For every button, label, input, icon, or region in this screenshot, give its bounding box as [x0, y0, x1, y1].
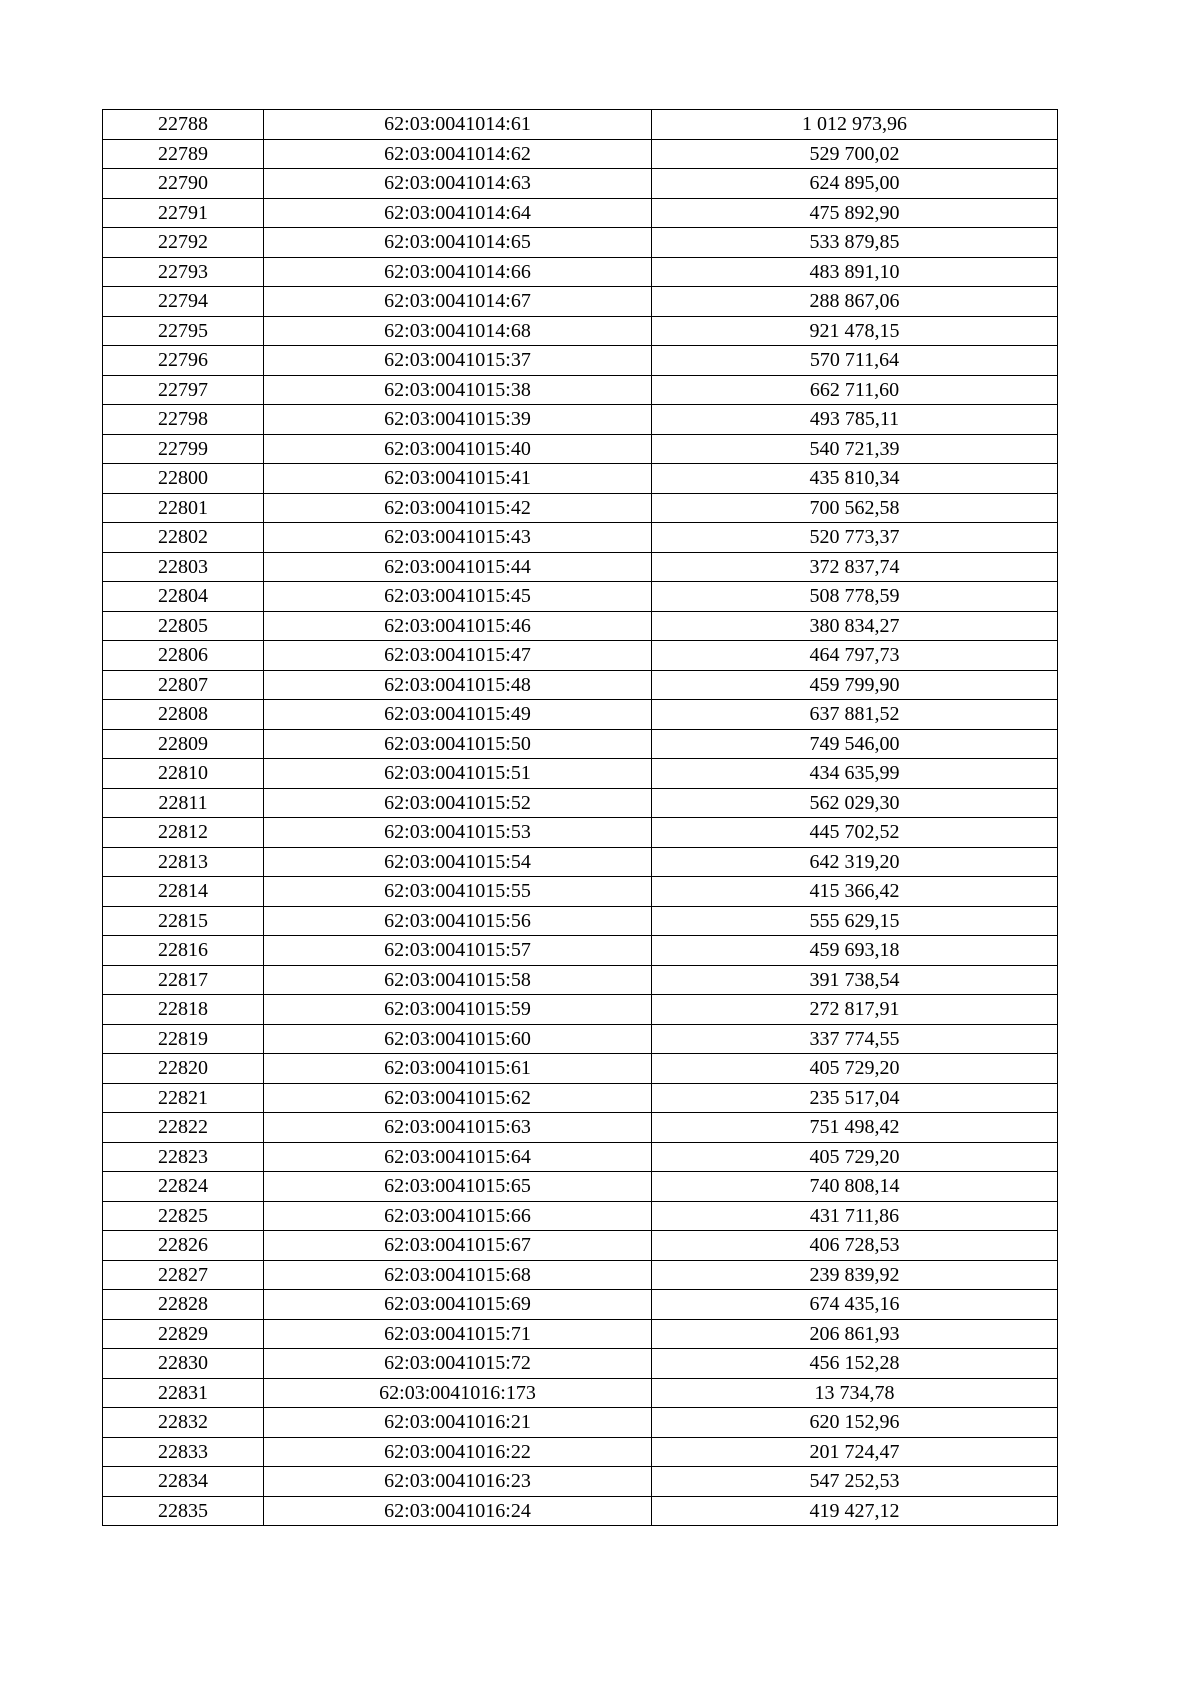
- row-number-cell: 22817: [103, 965, 264, 995]
- table-row: [103, 139, 1058, 169]
- table-row: [103, 1467, 1058, 1497]
- cadastral-number-cell: 62:03:0041014:66: [264, 257, 652, 287]
- table-body: [103, 110, 1058, 1526]
- value-cell: 415 366,42: [652, 877, 1058, 907]
- cadastral-number-cell: 62:03:0041015:38: [264, 375, 652, 405]
- value-cell: 483 891,10: [652, 257, 1058, 287]
- cadastral-number-cell: 62:03:0041015:66: [264, 1201, 652, 1231]
- value-cell: 662 711,60: [652, 375, 1058, 405]
- value-cell: 540 721,39: [652, 434, 1058, 464]
- table-row: [103, 877, 1058, 907]
- value-cell: 624 895,00: [652, 169, 1058, 199]
- value-cell: 13 734,78: [652, 1378, 1058, 1408]
- row-number-cell: 22831: [103, 1378, 264, 1408]
- value-cell: 508 778,59: [652, 582, 1058, 612]
- cadastral-number-cell: 62:03:0041015:37: [264, 346, 652, 376]
- value-cell: 459 693,18: [652, 936, 1058, 966]
- value-cell: 391 738,54: [652, 965, 1058, 995]
- row-number-cell: 22805: [103, 611, 264, 641]
- row-number-cell: 22808: [103, 700, 264, 730]
- value-cell: 1 012 973,96: [652, 110, 1058, 140]
- cadastral-number-cell: 62:03:0041014:65: [264, 228, 652, 258]
- cadastral-number-cell: 62:03:0041015:63: [264, 1113, 652, 1143]
- row-number-cell: 22813: [103, 847, 264, 877]
- value-cell: 637 881,52: [652, 700, 1058, 730]
- value-cell: 419 427,12: [652, 1496, 1058, 1526]
- cadastral-number-cell: 62:03:0041015:67: [264, 1231, 652, 1261]
- cadastral-number-cell: 62:03:0041016:23: [264, 1467, 652, 1497]
- value-cell: 406 728,53: [652, 1231, 1058, 1261]
- table-row: [103, 1378, 1058, 1408]
- row-number-cell: 22827: [103, 1260, 264, 1290]
- row-number-cell: 22807: [103, 670, 264, 700]
- cadastral-number-cell: 62:03:0041014:61: [264, 110, 652, 140]
- table-row: [103, 611, 1058, 641]
- value-cell: 570 711,64: [652, 346, 1058, 376]
- table-row: [103, 1024, 1058, 1054]
- table-row: [103, 405, 1058, 435]
- row-number-cell: 22802: [103, 523, 264, 553]
- table-row: [103, 1437, 1058, 1467]
- row-number-cell: 22800: [103, 464, 264, 494]
- table-row: [103, 1054, 1058, 1084]
- cadastral-number-cell: 62:03:0041015:59: [264, 995, 652, 1025]
- table-row: [103, 965, 1058, 995]
- row-number-cell: 22823: [103, 1142, 264, 1172]
- table-row: [103, 198, 1058, 228]
- row-number-cell: 22804: [103, 582, 264, 612]
- table-row: [103, 1231, 1058, 1261]
- row-number-cell: 22821: [103, 1083, 264, 1113]
- table-row: [103, 552, 1058, 582]
- cadastral-number-cell: 62:03:0041016:21: [264, 1408, 652, 1438]
- table-row: [103, 1142, 1058, 1172]
- cadastral-number-cell: 62:03:0041015:55: [264, 877, 652, 907]
- value-cell: 405 729,20: [652, 1054, 1058, 1084]
- table-row: [103, 818, 1058, 848]
- cadastral-number-cell: 62:03:0041015:49: [264, 700, 652, 730]
- row-number-cell: 22829: [103, 1319, 264, 1349]
- cadastral-number-cell: 62:03:0041015:42: [264, 493, 652, 523]
- table-row: [103, 493, 1058, 523]
- value-cell: 493 785,11: [652, 405, 1058, 435]
- table-row: [103, 464, 1058, 494]
- table-row: [103, 641, 1058, 671]
- table-row: [103, 759, 1058, 789]
- row-number-cell: 22835: [103, 1496, 264, 1526]
- row-number-cell: 22824: [103, 1172, 264, 1202]
- table-row: [103, 906, 1058, 936]
- data-table: [102, 109, 1058, 1526]
- table-row: [103, 1201, 1058, 1231]
- table-row: [103, 936, 1058, 966]
- cadastral-number-cell: 62:03:0041016:173: [264, 1378, 652, 1408]
- row-number-cell: 22798: [103, 405, 264, 435]
- row-number-cell: 22815: [103, 906, 264, 936]
- value-cell: 533 879,85: [652, 228, 1058, 258]
- row-number-cell: 22812: [103, 818, 264, 848]
- cadastral-number-cell: 62:03:0041015:57: [264, 936, 652, 966]
- cadastral-number-cell: 62:03:0041014:63: [264, 169, 652, 199]
- table-row: [103, 1496, 1058, 1526]
- row-number-cell: 22810: [103, 759, 264, 789]
- cadastral-number-cell: 62:03:0041014:68: [264, 316, 652, 346]
- value-cell: 235 517,04: [652, 1083, 1058, 1113]
- row-number-cell: 22820: [103, 1054, 264, 1084]
- table-row: [103, 1408, 1058, 1438]
- table-row: [103, 434, 1058, 464]
- value-cell: 456 152,28: [652, 1349, 1058, 1379]
- value-cell: 674 435,16: [652, 1290, 1058, 1320]
- value-cell: 740 808,14: [652, 1172, 1058, 1202]
- value-cell: 380 834,27: [652, 611, 1058, 641]
- table-row: [103, 1319, 1058, 1349]
- cadastral-number-cell: 62:03:0041015:48: [264, 670, 652, 700]
- table-row: [103, 375, 1058, 405]
- value-cell: 405 729,20: [652, 1142, 1058, 1172]
- cadastral-number-cell: 62:03:0041015:41: [264, 464, 652, 494]
- value-cell: 206 861,93: [652, 1319, 1058, 1349]
- value-cell: 459 799,90: [652, 670, 1058, 700]
- cadastral-number-cell: 62:03:0041015:51: [264, 759, 652, 789]
- cadastral-number-cell: 62:03:0041015:58: [264, 965, 652, 995]
- table-row: [103, 582, 1058, 612]
- value-cell: 272 817,91: [652, 995, 1058, 1025]
- table-row: [103, 228, 1058, 258]
- cadastral-number-cell: 62:03:0041015:64: [264, 1142, 652, 1172]
- value-cell: 749 546,00: [652, 729, 1058, 759]
- table-row: [103, 670, 1058, 700]
- cadastral-number-cell: 62:03:0041015:72: [264, 1349, 652, 1379]
- cadastral-number-cell: 62:03:0041015:44: [264, 552, 652, 582]
- table-row: [103, 287, 1058, 317]
- row-number-cell: 22816: [103, 936, 264, 966]
- table-row: [103, 995, 1058, 1025]
- cadastral-number-cell: 62:03:0041015:46: [264, 611, 652, 641]
- value-cell: 372 837,74: [652, 552, 1058, 582]
- value-cell: 620 152,96: [652, 1408, 1058, 1438]
- table-row: [103, 346, 1058, 376]
- row-number-cell: 22788: [103, 110, 264, 140]
- cadastral-number-cell: 62:03:0041015:65: [264, 1172, 652, 1202]
- row-number-cell: 22796: [103, 346, 264, 376]
- row-number-cell: 22818: [103, 995, 264, 1025]
- value-cell: 642 319,20: [652, 847, 1058, 877]
- value-cell: 751 498,42: [652, 1113, 1058, 1143]
- value-cell: 520 773,37: [652, 523, 1058, 553]
- cadastral-number-cell: 62:03:0041015:69: [264, 1290, 652, 1320]
- cadastral-number-cell: 62:03:0041015:53: [264, 818, 652, 848]
- row-number-cell: 22834: [103, 1467, 264, 1497]
- value-cell: 464 797,73: [652, 641, 1058, 671]
- cadastral-number-cell: 62:03:0041015:39: [264, 405, 652, 435]
- cadastral-number-cell: 62:03:0041015:61: [264, 1054, 652, 1084]
- cadastral-number-cell: 62:03:0041015:52: [264, 788, 652, 818]
- row-number-cell: 22828: [103, 1290, 264, 1320]
- row-number-cell: 22799: [103, 434, 264, 464]
- value-cell: 445 702,52: [652, 818, 1058, 848]
- table-row: [103, 110, 1058, 140]
- table-row: [103, 1290, 1058, 1320]
- value-cell: 700 562,58: [652, 493, 1058, 523]
- row-number-cell: 22793: [103, 257, 264, 287]
- cadastral-number-cell: 62:03:0041016:24: [264, 1496, 652, 1526]
- row-number-cell: 22814: [103, 877, 264, 907]
- value-cell: 431 711,86: [652, 1201, 1058, 1231]
- value-cell: 529 700,02: [652, 139, 1058, 169]
- row-number-cell: 22825: [103, 1201, 264, 1231]
- value-cell: 201 724,47: [652, 1437, 1058, 1467]
- row-number-cell: 22791: [103, 198, 264, 228]
- row-number-cell: 22801: [103, 493, 264, 523]
- cadastral-number-cell: 62:03:0041015:71: [264, 1319, 652, 1349]
- cadastral-number-cell: 62:03:0041015:43: [264, 523, 652, 553]
- value-cell: 547 252,53: [652, 1467, 1058, 1497]
- cadastral-number-cell: 62:03:0041015:56: [264, 906, 652, 936]
- row-number-cell: 22792: [103, 228, 264, 258]
- row-number-cell: 22811: [103, 788, 264, 818]
- value-cell: 555 629,15: [652, 906, 1058, 936]
- table-row: [103, 1260, 1058, 1290]
- table-row: [103, 700, 1058, 730]
- cadastral-number-cell: 62:03:0041015:40: [264, 434, 652, 464]
- cadastral-number-cell: 62:03:0041015:47: [264, 641, 652, 671]
- cadastral-number-cell: 62:03:0041015:45: [264, 582, 652, 612]
- row-number-cell: 22806: [103, 641, 264, 671]
- table-row: [103, 169, 1058, 199]
- row-number-cell: 22826: [103, 1231, 264, 1261]
- value-cell: 434 635,99: [652, 759, 1058, 789]
- cadastral-number-cell: 62:03:0041015:68: [264, 1260, 652, 1290]
- row-number-cell: 22822: [103, 1113, 264, 1143]
- table-row: [103, 316, 1058, 346]
- row-number-cell: 22794: [103, 287, 264, 317]
- row-number-cell: 22809: [103, 729, 264, 759]
- table-row: [103, 1172, 1058, 1202]
- row-number-cell: 22832: [103, 1408, 264, 1438]
- value-cell: 288 867,06: [652, 287, 1058, 317]
- table-row: [103, 847, 1058, 877]
- cadastral-number-cell: 62:03:0041016:22: [264, 1437, 652, 1467]
- table-row: [103, 729, 1058, 759]
- row-number-cell: 22795: [103, 316, 264, 346]
- row-number-cell: 22797: [103, 375, 264, 405]
- row-number-cell: 22819: [103, 1024, 264, 1054]
- row-number-cell: 22790: [103, 169, 264, 199]
- row-number-cell: 22803: [103, 552, 264, 582]
- value-cell: 239 839,92: [652, 1260, 1058, 1290]
- cadastral-number-cell: 62:03:0041015:60: [264, 1024, 652, 1054]
- cadastral-number-cell: 62:03:0041014:62: [264, 139, 652, 169]
- row-number-cell: 22789: [103, 139, 264, 169]
- table-row: [103, 1113, 1058, 1143]
- value-cell: 921 478,15: [652, 316, 1058, 346]
- table-row: [103, 1083, 1058, 1113]
- cadastral-number-cell: 62:03:0041015:54: [264, 847, 652, 877]
- value-cell: 435 810,34: [652, 464, 1058, 494]
- cadastral-number-cell: 62:03:0041014:67: [264, 287, 652, 317]
- table-row: [103, 257, 1058, 287]
- cadastral-number-cell: 62:03:0041014:64: [264, 198, 652, 228]
- row-number-cell: 22830: [103, 1349, 264, 1379]
- row-number-cell: 22833: [103, 1437, 264, 1467]
- cadastral-number-cell: 62:03:0041015:62: [264, 1083, 652, 1113]
- table-row: [103, 1349, 1058, 1379]
- cadastral-number-cell: 62:03:0041015:50: [264, 729, 652, 759]
- table-row: [103, 523, 1058, 553]
- value-cell: 475 892,90: [652, 198, 1058, 228]
- value-cell: 337 774,55: [652, 1024, 1058, 1054]
- table-row: [103, 788, 1058, 818]
- value-cell: 562 029,30: [652, 788, 1058, 818]
